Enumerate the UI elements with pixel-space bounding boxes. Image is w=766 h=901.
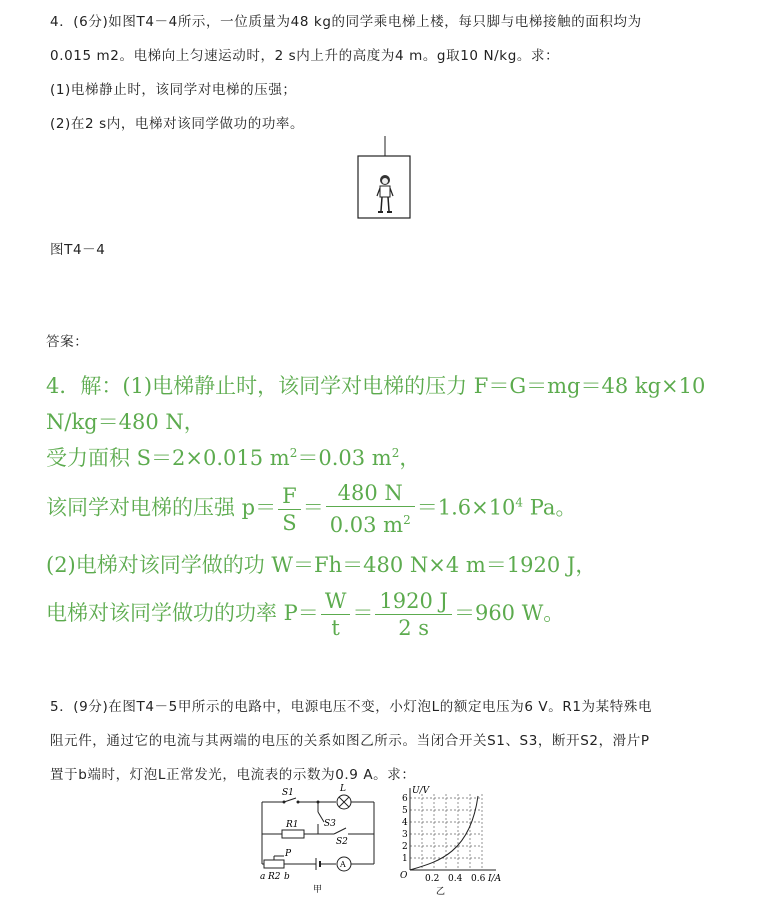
power-label: 电梯对该同学做功的功率 P＝ <box>46 601 319 625</box>
svg-text:O: O <box>400 871 408 881</box>
svg-text:1: 1 <box>402 854 408 864</box>
svg-text:5: 5 <box>402 806 408 816</box>
power-result: ＝960 W。 <box>453 601 565 625</box>
solution-line-5: (2)电梯对该同学做的功 W＝Fh＝480 N×4 m＝1920 J， <box>46 553 597 577</box>
svg-text:4: 4 <box>402 818 408 828</box>
switch-s1 <box>284 798 296 802</box>
q4-part-1: (1)电梯静止时，该同学对电梯的压强； <box>50 82 297 98</box>
rheostat-r2 <box>264 860 284 868</box>
figure-caption-t4-4: 图T4－4 <box>50 242 106 258</box>
q5-line-1: 5．(9分)在图T4－5甲所示的电路中，电源电压不变，小灯泡L的额定电压为6 V。R1为某特殊电 <box>50 699 653 715</box>
svg-text:R1: R1 <box>286 820 299 830</box>
superscript: 2 <box>391 446 400 460</box>
svg-text:I/A: I/A <box>488 874 502 884</box>
svg-text:S1: S1 <box>282 788 294 798</box>
svg-text:S3: S3 <box>324 819 336 829</box>
svg-text:6: 6 <box>402 794 408 804</box>
svg-text:0.4: 0.4 <box>448 874 463 884</box>
fraction-w-over-t: $\frac{W}{t}$ <box>321 588 351 641</box>
solution-line-2: N/kg＝480 N， <box>46 410 205 434</box>
pressure-unit: Pa。 <box>523 495 577 520</box>
area-result: ＝0.03 m <box>297 446 392 470</box>
svg-text:P: P <box>285 849 292 859</box>
area-expression: 受力面积 S＝2×0.015 m <box>46 446 290 470</box>
svg-text:S2: S2 <box>336 837 348 847</box>
pressure-result: ＝1.6×10 <box>416 495 516 520</box>
fraction-480-over-003: $\frac{480 N}{0.03 m^2}$ <box>326 480 415 538</box>
svg-text:0.2: 0.2 <box>425 874 440 884</box>
solution-line-1: 4．解：(1)电梯静止时，该同学对电梯的压力 F＝G＝mg＝48 kg×10 <box>46 374 706 398</box>
svg-text:b: b <box>284 872 290 882</box>
svg-text:L: L <box>340 784 346 794</box>
solution-line-6: 电梯对该同学做功的功率 P＝ $\frac{W}{t}$ ＝ $\frac{1920 J}{2 s}$ ＝960 W。 <box>46 589 565 640</box>
elevator-figure <box>355 132 415 222</box>
q4-line-2: 0.015 m2。电梯向上匀速运动时，2 s内上升的高度为4 m。g取10 N/kg。求： <box>50 48 560 64</box>
fraction-f-over-s: $\frac{F}{S}$ <box>278 483 301 536</box>
svg-text:U/V: U/V <box>412 786 430 796</box>
svg-text:A: A <box>340 860 346 869</box>
q4-part-2: (2)在2 s内，电梯对该同学做功的功率。 <box>50 116 305 132</box>
superscript: 4 <box>515 495 524 510</box>
punctuation: ， <box>399 446 421 470</box>
solution-line-4: 该同学对电梯的压强 p＝ $\frac{F}{S}$ ＝ $\frac{480 N}{0.03 m^2}$ $=1.6\times 10^4$ Pa。 <box>46 481 577 537</box>
svg-text:R2: R2 <box>268 872 281 882</box>
q5-line-2: 阻元件，通过它的电流与其两端的电压的关系如图乙所示。当闭合开关S1、S3，断开S2，滑片P <box>50 733 650 749</box>
answer-label: 答案： <box>46 334 89 350</box>
svg-text:2: 2 <box>402 842 408 852</box>
student-figure <box>377 175 393 212</box>
svg-text:0.6: 0.6 <box>471 874 486 884</box>
u-i-graph <box>392 784 512 899</box>
svg-text:a: a <box>260 872 266 882</box>
svg-text:甲: 甲 <box>313 885 323 895</box>
svg-text:乙: 乙 <box>436 887 446 897</box>
pressure-label: 该同学对电梯的压强 p＝ <box>46 495 277 520</box>
curve-r1 <box>410 796 478 870</box>
superscript: 2 <box>289 446 298 460</box>
resistor-r1 <box>282 830 304 838</box>
circuit-diagram <box>250 784 390 899</box>
solution-line-3 <box>46 442 420 472</box>
q4-line-1: 4．(6分)如图T4－4所示，一位质量为48 kg的同学乘电梯上楼，每只脚与电梯接触的面积均为 <box>50 14 642 30</box>
svg-text:3: 3 <box>402 830 408 840</box>
fraction-1920-over-2: $\frac{1920 J}{2 s}$ <box>375 588 452 641</box>
q5-line-3: 置于b端时，灯泡L正常发光，电流表的示数为0.9 A。求： <box>50 767 416 783</box>
